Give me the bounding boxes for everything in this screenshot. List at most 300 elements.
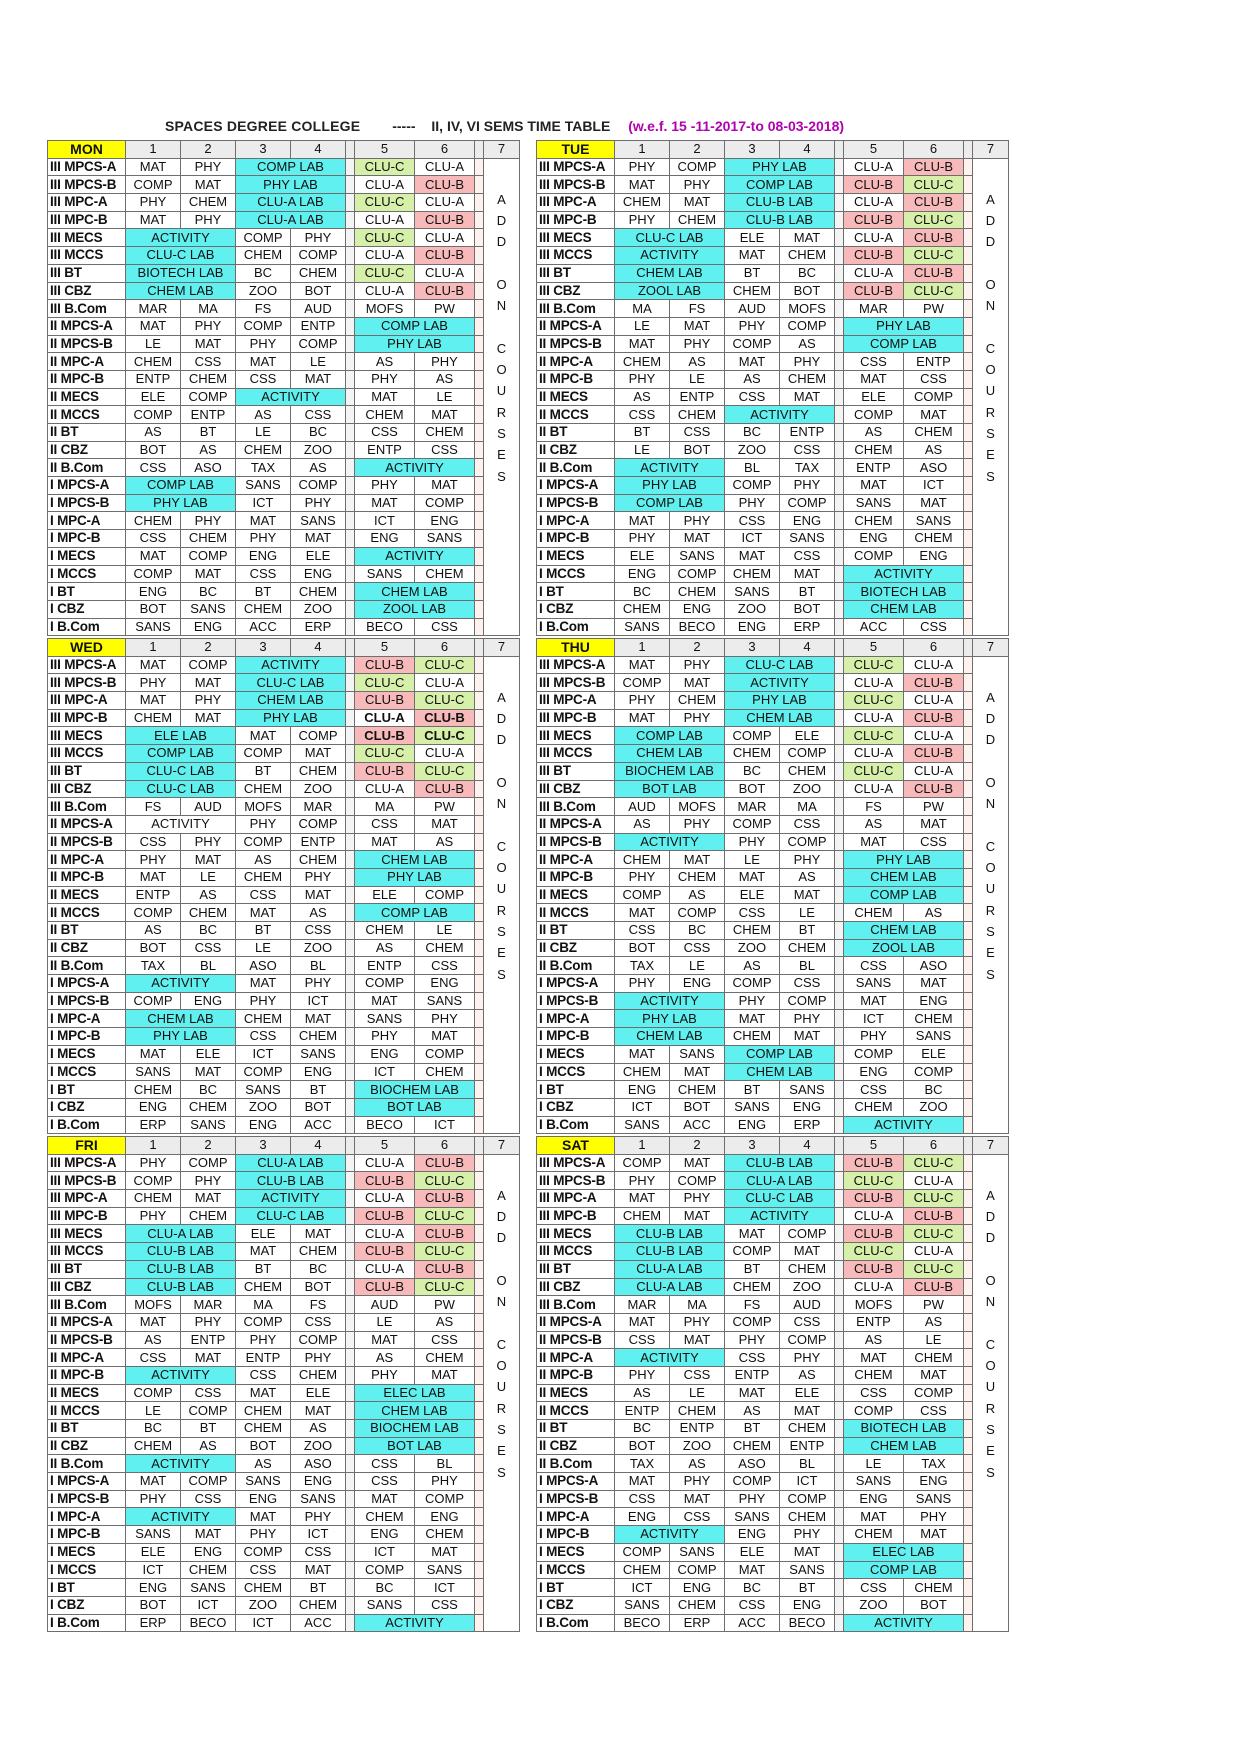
add-on-courses-column xyxy=(973,1154,1009,1632)
period-cell: MAT xyxy=(725,1561,780,1579)
add-on-letter: O xyxy=(985,1272,996,1288)
period-header: 6 xyxy=(904,1137,964,1155)
column-divider xyxy=(346,424,355,442)
class-label: II CBZ xyxy=(48,939,126,957)
column-divider xyxy=(475,441,484,459)
period-cell: AS xyxy=(415,370,475,388)
period-cell: CLU-A xyxy=(844,1278,904,1296)
period-cell: CLU-C LAB xyxy=(126,762,236,780)
class-label: II MCCS xyxy=(48,1402,126,1420)
period-cell: CHEM xyxy=(181,370,236,388)
class-label: III MCCS xyxy=(537,247,615,265)
column-divider xyxy=(475,639,484,657)
class-label: III MECS xyxy=(48,229,126,247)
table-row xyxy=(48,282,520,300)
table-row xyxy=(537,1596,1009,1614)
class-label: III B.Com xyxy=(537,1296,615,1314)
column-divider xyxy=(346,1596,355,1614)
column-divider xyxy=(835,868,844,886)
period-cell: PHY xyxy=(291,975,346,993)
class-label: I CBZ xyxy=(48,600,126,618)
column-divider xyxy=(346,904,355,922)
period-cell: AS xyxy=(780,868,835,886)
period-cell: PHY xyxy=(236,1331,291,1349)
period-cell: LE xyxy=(615,317,670,335)
column-divider xyxy=(475,727,484,745)
table-row xyxy=(48,512,520,530)
period-cell: CSS xyxy=(670,1366,725,1384)
column-divider xyxy=(346,1098,355,1116)
table-row xyxy=(537,939,1009,957)
period-cell: MAR xyxy=(291,798,346,816)
class-label: I MPCS-B xyxy=(537,1490,615,1508)
table-row xyxy=(48,1402,520,1420)
period-cell: ZOOL LAB xyxy=(355,600,475,618)
period-cell: FS xyxy=(126,798,181,816)
period-cell: ASO xyxy=(236,957,291,975)
period-cell: CSS xyxy=(844,1384,904,1402)
column-divider xyxy=(835,494,844,512)
table-row xyxy=(537,388,1009,406)
column-divider xyxy=(475,1579,484,1597)
period-cell: BOT xyxy=(780,282,835,300)
period-cell: ENG xyxy=(415,1508,475,1526)
period-cell: CHEM xyxy=(844,904,904,922)
day-block-sat xyxy=(536,1136,1009,1632)
period-cell: ENG xyxy=(181,618,236,636)
period-cell: PHY LAB xyxy=(355,868,475,886)
class-label: I MPC-A xyxy=(537,512,615,530)
column-divider xyxy=(475,477,484,495)
table-row xyxy=(537,370,1009,388)
class-label: I MCCS xyxy=(537,1561,615,1579)
period-cell: ICT xyxy=(291,992,346,1010)
period-cell: ELEC LAB xyxy=(844,1543,964,1561)
period-cell: MAT xyxy=(725,1010,780,1028)
period-cell: SANS xyxy=(904,1490,964,1508)
column-divider xyxy=(475,583,484,601)
column-divider xyxy=(475,1331,484,1349)
period-cell: CHEM xyxy=(615,600,670,618)
class-label: I BT xyxy=(537,1579,615,1597)
period-header: 3 xyxy=(236,639,291,657)
add-on-letter xyxy=(484,316,519,337)
period-cell: ZOO xyxy=(844,1596,904,1614)
class-label: III MCCS xyxy=(537,745,615,763)
period-cell: BOT xyxy=(904,1596,964,1614)
table-row xyxy=(48,1010,520,1028)
period-cell: CHEM xyxy=(415,939,475,957)
class-label: I MPCS-A xyxy=(48,1473,126,1491)
period-cell: PHY xyxy=(126,194,181,212)
period-cell: CLU-C xyxy=(355,158,415,176)
column-divider xyxy=(835,904,844,922)
table-row xyxy=(48,1063,520,1081)
class-label: I MPC-B xyxy=(48,1526,126,1544)
period-cell: CLU-C xyxy=(355,194,415,212)
period-cell: COMP LAB xyxy=(615,727,725,745)
period-cell: BIOCHEM LAB xyxy=(355,1081,475,1099)
column-divider xyxy=(964,370,973,388)
period-cell: ACTIVITY xyxy=(725,406,835,424)
period-cell: CLU-B xyxy=(904,194,964,212)
period-cell: PHY xyxy=(670,1313,725,1331)
column-divider xyxy=(475,762,484,780)
class-label: III MPCS-B xyxy=(537,674,615,692)
period-cell: ACTIVITY xyxy=(355,1614,475,1632)
period-cell: CLU-C xyxy=(415,762,475,780)
period-cell: CLU-B xyxy=(844,211,904,229)
period-cell: CHEM LAB xyxy=(615,264,725,282)
column-divider xyxy=(835,1490,844,1508)
period-cell: COMP xyxy=(615,1543,670,1561)
period-cell: MAT xyxy=(415,1028,475,1046)
period-cell: MAT xyxy=(904,494,964,512)
day-label: THU xyxy=(537,639,615,657)
add-on-letter: O xyxy=(496,276,507,292)
period-cell: ENTP xyxy=(181,1331,236,1349)
period-cell: CLU-C xyxy=(844,1172,904,1190)
period-cell: MAT xyxy=(415,815,475,833)
period-cell: COMP xyxy=(236,745,291,763)
period-cell: CHEM xyxy=(126,1081,181,1099)
period-cell: SANS xyxy=(844,1473,904,1491)
table-row xyxy=(48,656,520,674)
column-divider xyxy=(964,1579,973,1597)
add-on-letter: D xyxy=(985,1230,996,1246)
period-cell: ACC xyxy=(844,618,904,636)
period-cell: CHEM xyxy=(725,282,780,300)
period-header: 6 xyxy=(415,141,475,159)
period-cell: CLU-B xyxy=(415,176,475,194)
column-divider xyxy=(835,1402,844,1420)
period-header: 7 xyxy=(484,1137,520,1155)
add-on-letter: D xyxy=(496,732,507,748)
period-cell: COMP xyxy=(725,477,780,495)
class-label: III CBZ xyxy=(48,780,126,798)
column-divider xyxy=(346,1225,355,1243)
period-cell: COMP xyxy=(725,1313,780,1331)
add-on-letter: U xyxy=(985,383,996,399)
column-divider xyxy=(475,264,484,282)
column-divider xyxy=(475,922,484,940)
table-row xyxy=(537,1349,1009,1367)
period-cell: PHY xyxy=(291,1508,346,1526)
period-cell: PHY xyxy=(181,833,236,851)
period-cell: ACTIVITY xyxy=(355,459,475,477)
period-cell: COMP LAB xyxy=(126,745,236,763)
table-row xyxy=(537,1526,1009,1544)
period-cell: SANS xyxy=(725,583,780,601)
class-label: I BT xyxy=(48,1579,126,1597)
period-cell: ASO xyxy=(291,1455,346,1473)
period-cell: AS xyxy=(780,1366,835,1384)
column-divider xyxy=(835,992,844,1010)
period-cell: ICT xyxy=(844,1010,904,1028)
period-cell: ENG xyxy=(670,600,725,618)
period-cell: COMP xyxy=(904,388,964,406)
class-label: I B.Com xyxy=(48,618,126,636)
add-on-letter: U xyxy=(496,1379,507,1395)
period-cell: CLU-A LAB xyxy=(236,194,346,212)
column-divider xyxy=(346,547,355,565)
period-cell: BT xyxy=(291,1579,346,1597)
column-divider xyxy=(835,674,844,692)
period-cell: SANS xyxy=(181,1579,236,1597)
table-row xyxy=(537,1366,1009,1384)
add-on-letter: O xyxy=(496,1272,507,1288)
period-cell: PHY xyxy=(236,815,291,833)
period-cell: LE xyxy=(415,922,475,940)
period-cell: CHEM xyxy=(236,247,291,265)
add-on-letter: D xyxy=(985,732,996,748)
period-cell: CSS xyxy=(181,939,236,957)
period-cell: CLU-B xyxy=(904,709,964,727)
period-cell: CHEM LAB xyxy=(844,600,964,618)
class-label: II MPC-B xyxy=(48,1366,126,1384)
column-divider xyxy=(835,851,844,869)
period-cell: CLU-C xyxy=(844,692,904,710)
class-label: III MPC-B xyxy=(537,211,615,229)
column-divider xyxy=(835,459,844,477)
period-cell: PHY LAB xyxy=(615,477,725,495)
period-cell: ICT xyxy=(780,1473,835,1491)
period-cell: CLU-B xyxy=(415,1260,475,1278)
period-cell: COMP xyxy=(780,317,835,335)
period-cell: ENTP xyxy=(670,388,725,406)
column-divider xyxy=(835,1526,844,1544)
table-row xyxy=(48,833,520,851)
column-divider xyxy=(835,1366,844,1384)
period-cell: BT xyxy=(236,762,291,780)
day-block-fri xyxy=(47,1136,520,1632)
period-cell: ELE xyxy=(780,727,835,745)
period-cell: CLU-B LAB xyxy=(615,1243,725,1261)
period-cell: CLU-B LAB xyxy=(126,1260,236,1278)
column-divider xyxy=(835,565,844,583)
period-cell: MAT xyxy=(181,565,236,583)
period-cell: AUD xyxy=(725,300,780,318)
add-on-letter: N xyxy=(985,796,996,812)
add-on-letter: D xyxy=(985,234,996,250)
column-divider xyxy=(346,1172,355,1190)
column-divider xyxy=(346,833,355,851)
add-on-letter: S xyxy=(986,923,995,939)
add-on-letter: S xyxy=(497,1421,506,1437)
period-cell: SANS xyxy=(415,530,475,548)
column-divider xyxy=(475,1366,484,1384)
period-cell: SANS xyxy=(291,1490,346,1508)
day-block-thu xyxy=(536,638,1009,1134)
column-divider xyxy=(346,335,355,353)
add-on-letter: S xyxy=(497,966,506,982)
period-cell: MOFS xyxy=(355,300,415,318)
period-cell: ELE xyxy=(291,547,346,565)
period-cell: CLU-B LAB xyxy=(615,1225,725,1243)
period-cell: SANS xyxy=(725,1098,780,1116)
period-cell: CSS xyxy=(415,957,475,975)
period-cell: ASO xyxy=(904,459,964,477)
table-row xyxy=(537,211,1009,229)
period-cell: MAT xyxy=(670,674,725,692)
column-divider xyxy=(835,1063,844,1081)
period-cell: PHY LAB xyxy=(236,176,346,194)
class-label: II MPCS-B xyxy=(537,1331,615,1349)
period-cell: BOT LAB xyxy=(355,1437,475,1455)
table-row xyxy=(537,922,1009,940)
period-cell: CLU-B xyxy=(904,264,964,282)
column-divider xyxy=(346,1028,355,1046)
period-cell: COMP xyxy=(904,1063,964,1081)
table-row xyxy=(48,780,520,798)
table-row xyxy=(537,1116,1009,1134)
period-cell: ENG xyxy=(236,1116,291,1134)
column-divider xyxy=(835,1543,844,1561)
period-cell: ENG xyxy=(615,1508,670,1526)
add-on-letter: D xyxy=(496,1208,507,1224)
period-cell: MA xyxy=(780,798,835,816)
table-row xyxy=(537,709,1009,727)
class-label: II MECS xyxy=(48,388,126,406)
column-divider xyxy=(475,565,484,583)
period-header: 7 xyxy=(973,1137,1009,1155)
table-row xyxy=(537,1508,1009,1526)
period-cell: PHY xyxy=(615,211,670,229)
period-cell: ELEC LAB xyxy=(355,1384,475,1402)
column-divider xyxy=(475,1190,484,1208)
column-divider xyxy=(346,957,355,975)
class-label: III B.Com xyxy=(48,798,126,816)
period-cell: CHEM xyxy=(355,922,415,940)
period-cell: COMP xyxy=(181,547,236,565)
period-cell: PHY xyxy=(725,992,780,1010)
class-label: II MPC-B xyxy=(537,1366,615,1384)
column-divider xyxy=(964,1028,973,1046)
period-cell: PHY xyxy=(355,477,415,495)
period-cell: AS xyxy=(236,851,291,869)
table-row xyxy=(48,815,520,833)
period-cell: PHY xyxy=(670,335,725,353)
period-cell: MAT xyxy=(291,886,346,904)
period-cell: CLU-A LAB xyxy=(126,1225,236,1243)
class-label: II BT xyxy=(537,1420,615,1438)
column-divider xyxy=(964,600,973,618)
column-divider xyxy=(964,441,973,459)
table-row xyxy=(48,1098,520,1116)
period-cell: CHEM LAB xyxy=(844,922,964,940)
period-cell: CHEM xyxy=(670,211,725,229)
period-cell: ENG xyxy=(725,1116,780,1134)
period-cell: ACTIVITY xyxy=(615,1349,725,1367)
period-cell: BOT xyxy=(670,441,725,459)
period-cell: CLU-A xyxy=(844,194,904,212)
period-cell: CHEM xyxy=(615,1561,670,1579)
column-divider xyxy=(475,353,484,371)
period-cell: ZOO xyxy=(725,600,780,618)
column-divider xyxy=(346,1010,355,1028)
column-divider xyxy=(835,600,844,618)
period-cell: BT xyxy=(725,264,780,282)
period-cell: CSS xyxy=(615,406,670,424)
period-cell: ELE xyxy=(291,1384,346,1402)
period-cell: COMP xyxy=(725,975,780,993)
period-cell: MAT xyxy=(780,1543,835,1561)
period-cell: AUD xyxy=(780,1296,835,1314)
period-cell: PHY xyxy=(126,1207,181,1225)
period-cell: CLU-C LAB xyxy=(615,229,725,247)
class-label: I MPCS-A xyxy=(48,975,126,993)
period-cell: SANS xyxy=(780,530,835,548)
period-cell: CHEM xyxy=(670,1596,725,1614)
add-on-letter: A xyxy=(986,191,995,207)
class-label: III MPCS-A xyxy=(537,158,615,176)
column-divider xyxy=(475,656,484,674)
period-cell: AS xyxy=(126,922,181,940)
period-cell: ZOO xyxy=(670,1437,725,1455)
class-label: III MPCS-B xyxy=(48,176,126,194)
table-row xyxy=(537,317,1009,335)
column-divider xyxy=(475,1098,484,1116)
period-cell: CSS xyxy=(355,424,415,442)
column-divider xyxy=(964,1313,973,1331)
period-cell: AS xyxy=(236,1455,291,1473)
class-label: II MPCS-B xyxy=(48,335,126,353)
column-divider xyxy=(835,441,844,459)
period-cell: MAT xyxy=(181,1349,236,1367)
table-row xyxy=(48,300,520,318)
period-cell: MAT xyxy=(415,1543,475,1561)
column-divider xyxy=(835,1116,844,1134)
period-cell: PHY xyxy=(670,656,725,674)
column-divider xyxy=(964,957,973,975)
column-divider xyxy=(964,512,973,530)
period-header: 2 xyxy=(670,141,725,159)
column-divider xyxy=(475,851,484,869)
column-divider xyxy=(346,158,355,176)
period-cell: MAT xyxy=(904,406,964,424)
class-label: III MPC-A xyxy=(537,692,615,710)
table-row xyxy=(537,494,1009,512)
period-cell: CLU-A xyxy=(844,264,904,282)
column-divider xyxy=(475,1172,484,1190)
period-cell: ICT xyxy=(615,1098,670,1116)
period-cell: CHEM xyxy=(291,1028,346,1046)
table-row xyxy=(537,247,1009,265)
period-cell: ICT xyxy=(126,1561,181,1579)
period-cell: ZOO xyxy=(236,1596,291,1614)
add-on-letter: E xyxy=(497,945,506,961)
period-cell: MAT xyxy=(181,1190,236,1208)
class-label: II B.Com xyxy=(48,957,126,975)
period-cell: ENTP xyxy=(355,441,415,459)
column-divider xyxy=(475,1154,484,1172)
period-cell: BC xyxy=(780,264,835,282)
period-cell: CLU-A xyxy=(904,1243,964,1261)
period-cell: PHY LAB xyxy=(725,158,835,176)
column-divider xyxy=(964,1366,973,1384)
column-divider xyxy=(964,477,973,495)
table-row xyxy=(537,851,1009,869)
column-divider xyxy=(475,1313,484,1331)
period-cell: CSS xyxy=(670,939,725,957)
period-cell: ELE xyxy=(355,886,415,904)
column-divider xyxy=(475,600,484,618)
period-cell: COMP xyxy=(780,1225,835,1243)
period-cell: PHY xyxy=(615,1172,670,1190)
column-divider xyxy=(835,1313,844,1331)
period-cell: BOT xyxy=(126,600,181,618)
period-cell: MAT xyxy=(126,868,181,886)
